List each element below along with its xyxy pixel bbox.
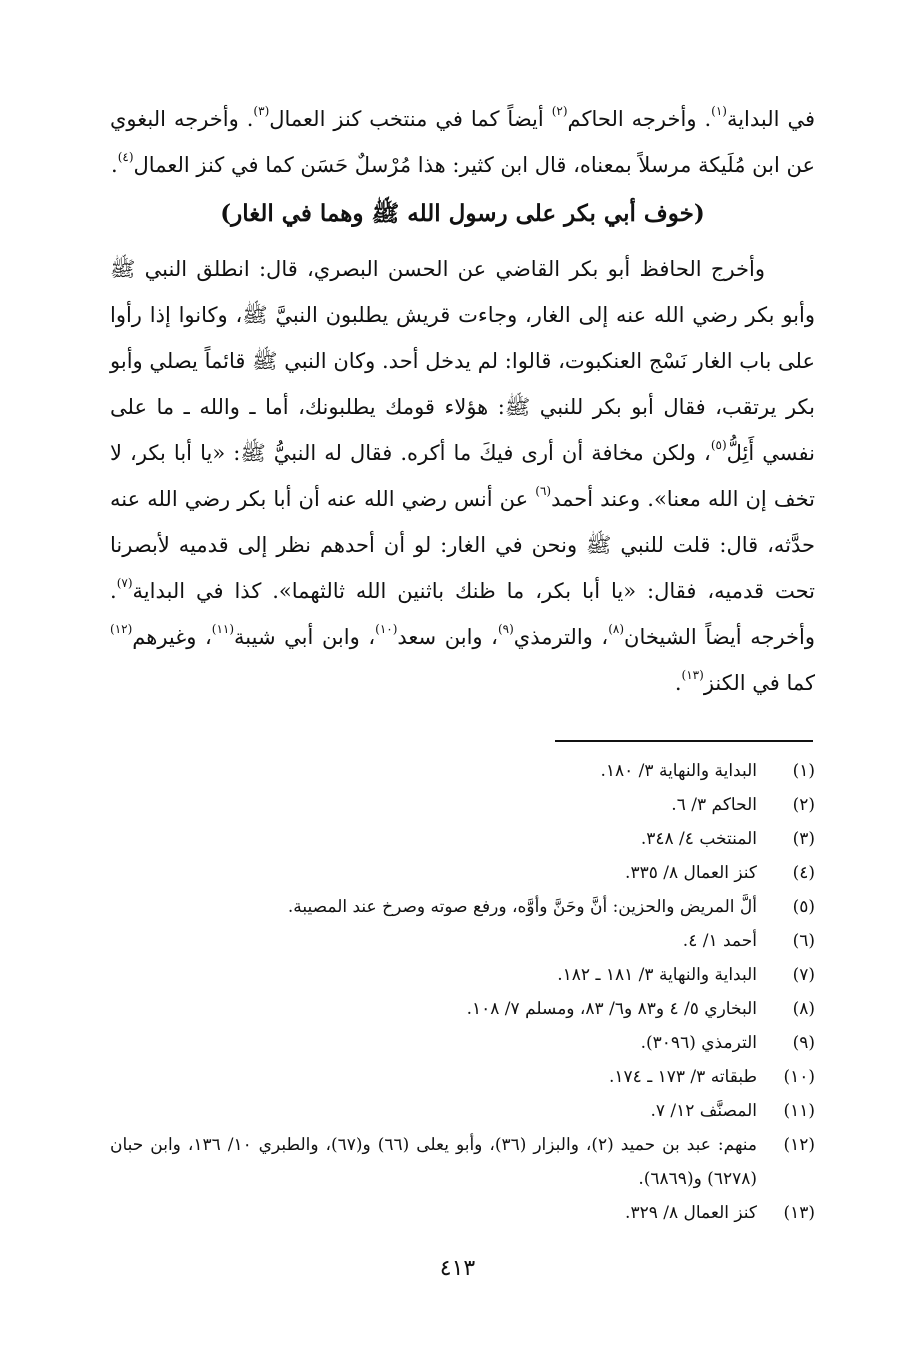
footnote-list xyxy=(110,754,815,1230)
footnote-ref-3[interactable]: (٣) xyxy=(253,104,270,119)
footnote-text: أحمد ١/ ٤. xyxy=(682,931,757,951)
footnote-11 xyxy=(110,1094,815,1128)
text-run: ، ولكن مخافة أن أرى فيكَ ما أكره. فقال له النبيُّ ﷺ: «يا أبا بكر، لا تخف إن الله معنا». وعند أحمد xyxy=(110,441,815,511)
footnote-text: المصنَّف ١٢/ ٧. xyxy=(650,1101,757,1121)
footnote-number: (٩) xyxy=(792,1033,815,1053)
footnote-ref-8[interactable]: (٨) xyxy=(608,622,625,637)
page-number: ٤١٣ xyxy=(439,1256,476,1281)
footnote-6 xyxy=(110,924,815,958)
footnote-2 xyxy=(110,788,815,822)
body-paragraph-1 xyxy=(110,96,815,188)
footnote-13 xyxy=(110,1196,815,1230)
text-run: ، وغيرهم xyxy=(132,625,212,649)
footnote-number: (٣) xyxy=(792,829,815,849)
footnote-1 xyxy=(110,754,815,788)
footnote-ref-5[interactable]: (٥) xyxy=(710,438,727,453)
footnote-ref-4[interactable]: (٤) xyxy=(117,150,134,165)
text-run: كما في الكنز xyxy=(703,671,815,695)
footnote-text: البخاري ٥/ ٤ و٨٣ و٦/ ٨٣، ومسلم ٧/ ١٠٨. xyxy=(466,999,757,1019)
footnote-separator xyxy=(555,740,813,742)
footnote-ref-2[interactable]: (٢) xyxy=(551,104,568,119)
text-run: ، وابن أبي شيبة xyxy=(234,625,376,649)
footnote-text: المنتخب ٤/ ٣٤٨. xyxy=(640,829,757,849)
footnote-number: (٨) xyxy=(792,999,815,1019)
text-run: ، والترمذي xyxy=(513,625,609,649)
footnote-ref-7[interactable]: (٧) xyxy=(116,576,133,591)
footnote-number: (٦) xyxy=(792,931,815,951)
footnote-number: (١٠) xyxy=(783,1067,815,1087)
text-run: أيضاً كما في منتخب كنز العمال xyxy=(269,107,552,131)
footnote-5 xyxy=(110,890,815,924)
text-run: ، وابن سعد xyxy=(397,625,498,649)
footnote-number: (١٢) xyxy=(783,1135,815,1155)
footnote-text: البداية والنهاية ٣/ ١٨١ ـ ١٨٢. xyxy=(557,965,757,985)
footnote-ref-11[interactable]: (١١) xyxy=(211,622,235,637)
section-heading: (خوف أبي بكر على رسول الله ﷺ وهما في الغار) xyxy=(220,200,705,227)
footnote-number: (٢) xyxy=(792,795,815,815)
text-run: في البداية xyxy=(726,107,816,131)
footnote-ref-13[interactable]: (١٣) xyxy=(681,668,704,683)
footnote-number: (٧) xyxy=(792,965,815,985)
body-paragraph-2 xyxy=(110,246,815,706)
footnote-number: (١١) xyxy=(783,1101,815,1121)
footnote-number: (٥) xyxy=(792,897,815,917)
text-run: . وأخرجه أيضاً الشيخان xyxy=(110,579,815,649)
footnote-ref-12[interactable]: (١٢) xyxy=(110,622,133,637)
footnote-ref-1[interactable]: (١) xyxy=(711,104,727,119)
footnote-text: كنز العمال ٨/ ٣٣٥. xyxy=(625,863,757,883)
footnote-number: (٤) xyxy=(792,863,815,883)
footnote-text: الحاكم ٣/ ٦. xyxy=(671,795,757,815)
footnote-text: طبقاته ٣/ ١٧٣ ـ ١٧٤. xyxy=(609,1067,757,1087)
text-run: . وأخرجه البغوي عن ابن مُلَيكة مرسلاً بمعناه، قال ابن كثير: هذا مُرْسلٌ حَسَن كما في كنز العمال xyxy=(110,107,815,177)
text-run: . xyxy=(674,671,682,695)
footnote-7 xyxy=(110,958,815,992)
footnote-text: الترمذي (٣٠٩٦). xyxy=(640,1033,757,1053)
footnote-10 xyxy=(110,1060,815,1094)
footnote-number: (١) xyxy=(792,761,815,781)
footnote-text: ألَّ المريض والحزين: أنَّ وحَنَّ وأوَّه، ورفع صوته وصرخ عند المصيبة. xyxy=(287,897,757,917)
footnote-3 xyxy=(110,822,815,856)
text-run: عن أنس رضي الله عنه أن أبا بكر رضي الله عنه حدَّثه، قال: قلت للنبي ﷺ ونحن في الغار: لو أن أحدهم نظر إلى قدميه لأبصرنا تحت قدميه، فقال: «يا أبا بكر، ما ظنك باثنين الله ثالثهما». كذا في البداية xyxy=(110,487,815,603)
footnote-ref-6[interactable]: (٦) xyxy=(535,484,552,499)
text-run: وأخرج الحافظ أبو بكر القاضي عن الحسن البصري، قال: انطلق النبي ﷺ وأبو بكر رضي الله عنه إلى الغار، وجاءت قريش يطلبون النبيَّ ﷺ، وكانوا إذا رأوا على باب الغار نَسْج العنكبوت، قالوا: لم يدخل أحد. وكان النبي ﷺ قائماً يصلي وأبو بكر يرتقب، فقال أبو بكر للنبي ﷺ: هؤلاء قومك يطلبونك، أما ـ والله ـ ما على نفسي أَئِلُّ xyxy=(110,257,816,465)
footnote-4 xyxy=(110,856,815,890)
footnote-8 xyxy=(110,992,815,1026)
footnote-number: (١٣) xyxy=(783,1203,815,1223)
footnote-ref-10[interactable]: (١٠) xyxy=(375,622,398,637)
text-run: . xyxy=(111,153,118,177)
text-run: . وأخرجه الحاكم xyxy=(567,107,712,131)
footnote-12 xyxy=(110,1128,815,1196)
footnote-9 xyxy=(110,1026,815,1060)
footnote-text: البداية والنهاية ٣/ ١٨٠. xyxy=(600,761,757,781)
footnote-text: منهم: عبد بن حميد (٢)، والبزار (٣٦)، وأبو يعلى (٦٦) و(٦٧)، والطبري ١٠/ ١٣٦، وابن حبان (٦٢٧٨) و(٦٨٦٩). xyxy=(110,1135,758,1189)
footnote-ref-9[interactable]: (٩) xyxy=(497,622,514,637)
footnote-text: كنز العمال ٨/ ٣٢٩. xyxy=(625,1203,757,1223)
